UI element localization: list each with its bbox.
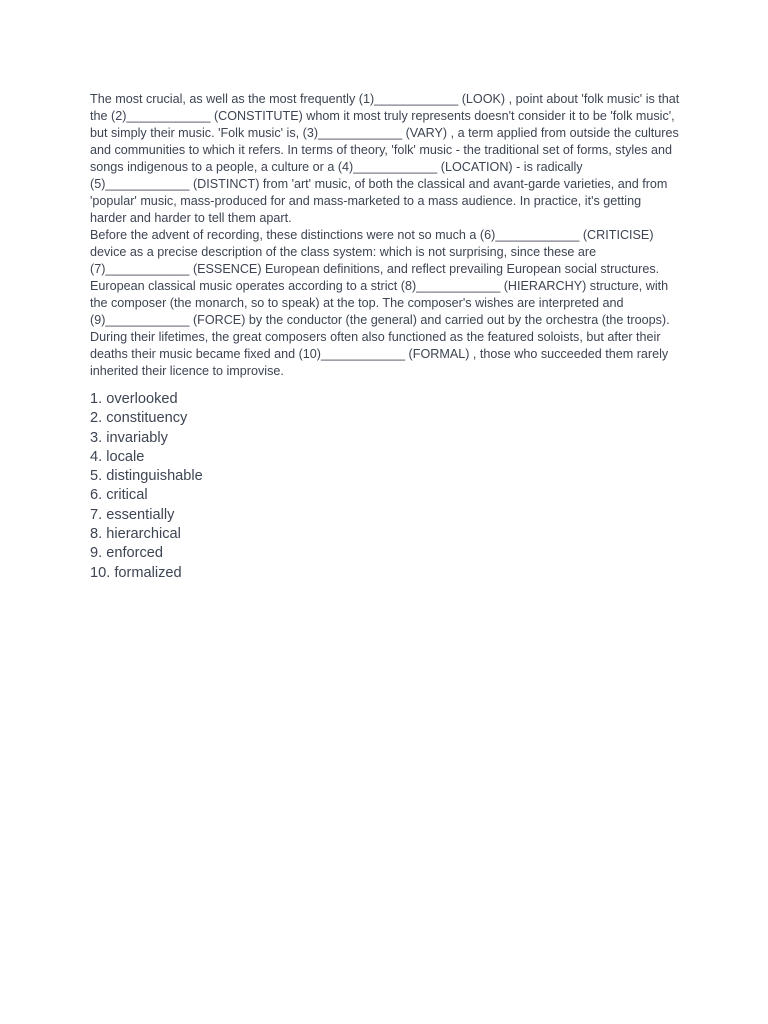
answer-item: 10. formalized <box>90 564 182 581</box>
document-page <box>90 91 680 583</box>
answer-item: 2. constituency <box>90 410 188 427</box>
answer-item: 5. distinguishable <box>90 468 203 485</box>
answer-item: 7. essentially <box>90 506 175 523</box>
passage-paragraph-2: Before the advent of recording, these distinctions were not so much a (6)____________ (CRITICISE) device as a precise description of the class system: which is not surprising, since these are (7)____________ (ESSENCE) European definitions, and reflect prevailing European social structures. European classical music operates according to a strict (8)____________ (HIERARCHY) structure, with the composer (the monarch, so to speak) at the top. The composer's wishes are interpreted and (9)____________ (FORCE) by the conductor (the general) and carried out by the orchestra (the troops). During their lifetimes, the great composers often also functioned as the featured soloists, but after their deaths their music became fixed and (10)____________ (FORMAL) , those who succeeded them rarely inherited their licence to improvise. <box>90 228 670 378</box>
answer-item: 9. enforced <box>90 545 164 562</box>
answer-list <box>90 390 680 583</box>
answer-item: 8. hierarchical <box>90 526 181 543</box>
answer-item: 6. critical <box>90 487 148 504</box>
passage-paragraph-1: The most crucial, as well as the most frequently (1)____________ (LOOK) , point about 'folk music' is that the (2)____________ (CONSTITUTE) whom it most truly represents doesn't consider it to be 'folk music', but simply their music. 'Folk music' is, (3)____________ (VARY) , a term applied from outside the cultures and communities to which it refers. In terms of theory, 'folk' music - the traditional set of forms, styles and songs indigenous to a people, a culture or a (4)____________ (LOCATION) - is radically (5)____________ (DISTINCT) from 'art' music, of both the classical and avant-garde varieties, and from 'popular' music, mass-produced for and mass-marketed to a mass audience. In practice, it's getting harder and harder to tell them apart. <box>90 92 680 225</box>
answer-item: 4. locale <box>90 448 145 465</box>
exercise-passage <box>90 91 680 380</box>
answer-item: 1. overlooked <box>90 391 178 407</box>
answer-item: 3. invariably <box>90 429 168 446</box>
